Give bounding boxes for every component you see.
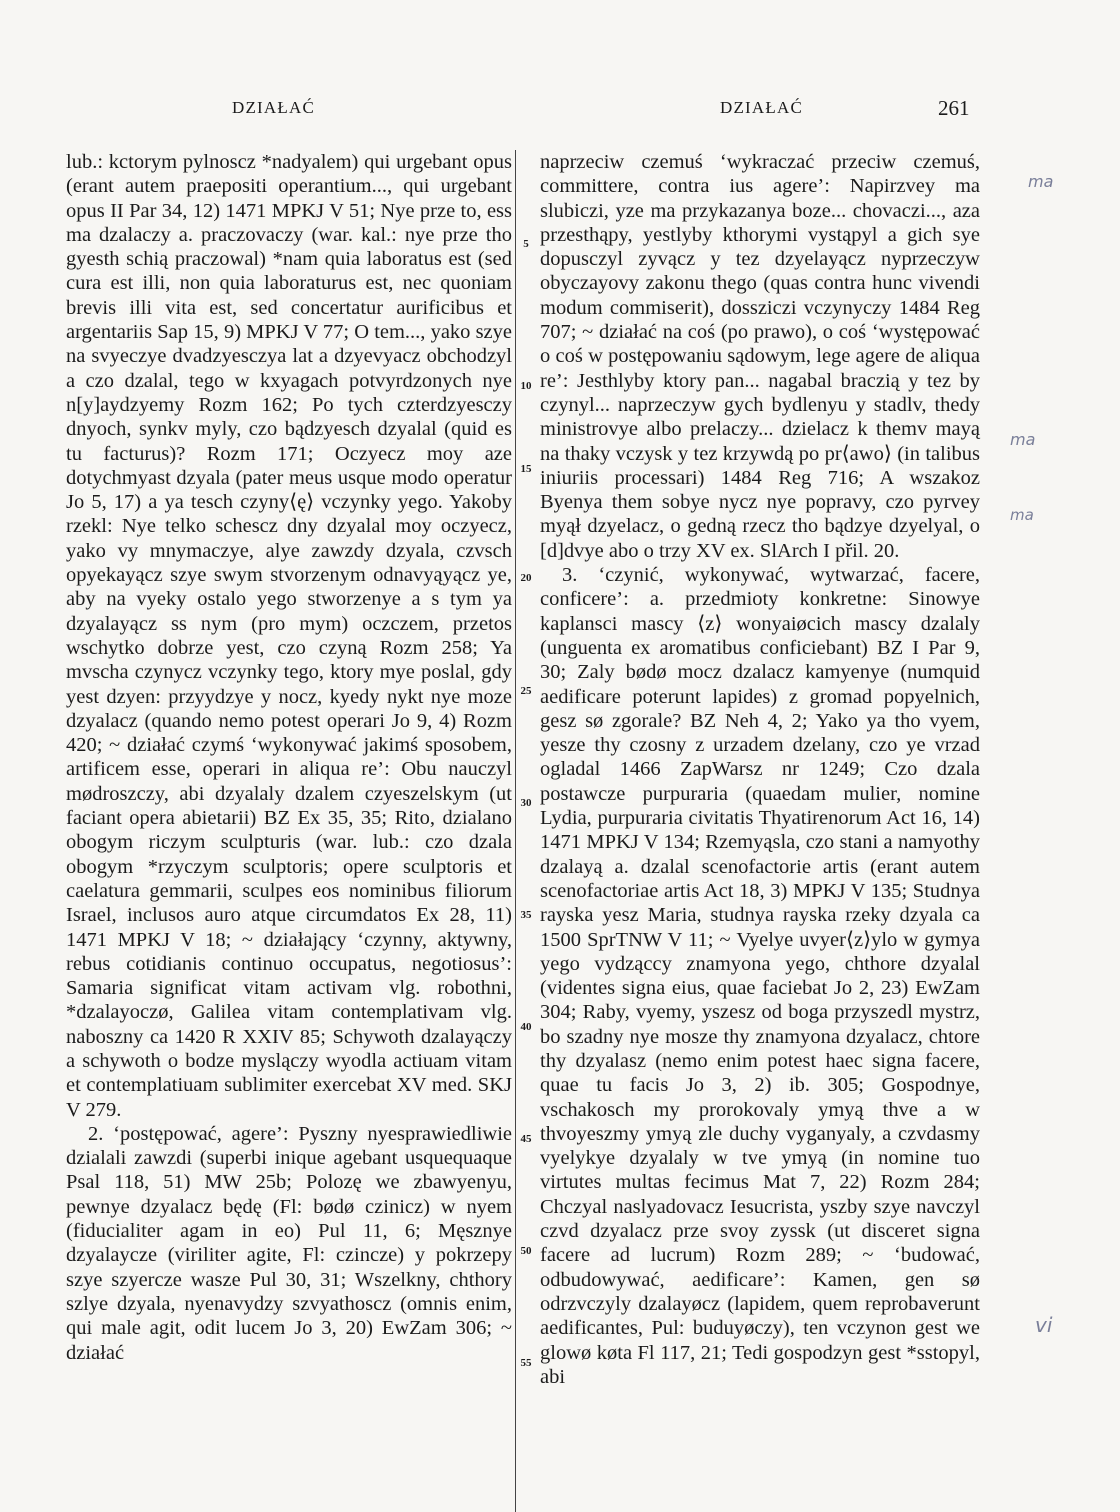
line-number-25: 25 <box>520 685 532 697</box>
line-number-55: 55 <box>520 1357 532 1369</box>
line-number-20: 20 <box>520 572 532 584</box>
line-number-10: 10 <box>520 380 532 392</box>
page-number: 261 <box>938 96 970 120</box>
column-divider <box>515 150 516 1512</box>
right-paragraph-2: 3. ‘czynić, wykonywać, wytwarzać, facere, conficere’: a. przedmioty konkretne: Sinowye kaplansci mascy ⟨z⟩ wonyaiøcich mascy dzalaly (unguenta ex aromatibus conficiebant) BZ I Par 9, 30; Zaly bødø mocz dzalacz kamyenye (numquid aedificare poterunt lapides) z gromad popyelnich, gesz sø zgorale? BZ Neh 4, 2; Yako ya tho vyem, yesze thy czosny z urzadem dzelany, czo ye vrzad ogladal 1466 ZapWarsz nr 1249; Czo dzala postawcze purpuraria (quaedam mulier, nomine Lydia, purpuraria civitatis Thyatirenorum Act 16, 14) 1471 MPKJ V 134; Rzemyąsla, czo stani a namyothy dzalayą a. dzalal scenofactorie artis (erant autem scenofactoriae artis Act 18, 3) MPKJ V 135; Studnya rayska yesz Maria, studnya rayska rzeky dzyala ca 1500 SprTNW V 11; ~ Vyelye uvyer⟨z⟩ylo w gymya yego vydząccy znamyona yego, chthore dzyalal (videntes signa eius, quae faciebat Jo 2, 23) EwZam 304; Raby, vyemy, yszesz od boga przyszedl mystrz, bo szadny nye mosze thy znamyona dzyalacz, chtore thy dzyalasz (nemo enim potest haec signa facere, quae tu facis Jo 3, 2) ib. 305; Gospodnye, vschakosch my prorokovaly ymyą thve a w thvoyeszmy ymyą zle duchy vyganyaly, a czvdasmy vyelykye dzyalaly w tve ymyą (in nomine tuo virtutes multas fecimus Mat 7, 22) Rozm 284; Chczyal naslyadovacz Iesucrista, yszby szye navczyl czvd dzyalacz prze svoy zyssk (ut disceret signa facere ad lucrum) Rozm 289; ~ ‘budować, odbudowywać, aedificare’: Kamen, gen sø odrzvczyly dzalayøcz (lapidem, quem reprobaverunt aedificantes, Pul: buduyøczy), ten vczynon gest we glowø køta Fl 117, 21; Tedi gospodzyn gest *sstopyl, abi <box>540 564 980 1388</box>
left-paragraph-1: lub.: kctorym pylnoscz *nadyalem) qui urgebant opus (erant autem praepositi operantium..., qui urgebant opus II Par 34, 12) 1471 MPKJ V 51; Nye prze to, ess ma dzalaczy a. praczovaczy (war. kal.: nye prze tho gyesth schią praczowal) *nam quia laboratus est (sed cura est illi, non quia laboraturus est, nec quoniam brevis illi vita est, sed concertatur aurificibus et argentariis Sap 15, 9) MPKJ V 77; O tem..., yako szye na svyeczye dvadzyesczya lat a dzyevyacz obchodzyl a czo dzalal, tego w kxyagach potvyrdzonych nye n[y]aydzyemy Rozm 162; Po tych czterdzyesczy dnyoch, synkv myly, czo bądzyesch dzyalal (quid es tu facturus)? Rozm 171; Oczyecz moy aze dotychmyast dzyala (pater meus usque modo operatur Jo 5, 17) a ya tesch czyny⟨ę⟩ vczynky yego. Yakoby rzekl: Nye telko schescz dny dzyalal moy oczyecz, yako vy mnymaczye, alye zawzdy dzyala, czvsch opyekayącz szye swym stvorzenym odnavyąyącz ye, aby na vyeky ostalo yego stworzenye a s tym ya dzyalayącz ss nym (pro mym) oczczem, przetos wschytko dobrze yest, czo czyną Rozm 258; Ya mvscha czynycz vczynky tego, ktory mye poslal, gdy yest dzyen: przyydzye y nocz, kyedy nykt nye moze dzyalacz (quando nemo potest operari Jo 9, 4) Rozm 420; ~ działać czymś ‘wykonywać jakimś sposobem, artificem esse, operari in aliqua re’: Obu nauczyl mødroszczy, abi dzyalaly dzalem czyeszelskym (ut faciant opera abietarii) BZ Ex 35, 35; Rito, dzialano obogym riczym sculpturis (war. lub.: czo dzala obogym *rzyczym sculptoris; opere sculptoris et caelatura gemmarii, sculpes eos nominibus filiorum Israel, inclusos auro atque circumdatos Ex 28, 11) 1471 MPKJ V 18; ~ działający ‘czynny, aktywny, rebus cotidianis continuo occupatus, negotiosus’: Samaria significat vitam activam vlg. robothni, *dzalayoczø, Galilea vitam contemplativam vlg. naboszny ca 1420 R XXIV 85; Schywoth dzalayączy a schywoth o bodze myslączy wyodla actiuam vitam et contemplatiuam sublimiter exercebat XV med. SKJ V 279. <box>66 151 512 1121</box>
line-number-45: 45 <box>520 1133 532 1145</box>
line-number-15: 15 <box>520 463 532 475</box>
right-paragraph-1: naprzeciw czemuś ‘wykraczać przeciw czemuś, committere, contra ius agere’: Napirzvey ma slubiczi, yze ma przykazanya boze... chovaczi..., aza przesthąpy, yestlyby kthorymi vystąpyl a gich sye dopusczyl zyvącz y tez dzyelayącz nyprzeczyw obyczayovy zakonu thego (quas contra hunc vivendi modum commiserit), dossziczi vczynyczy 1484 Reg 707; ~ działać na coś (po prawo), o coś ‘występować o coś w postępowaniu sądowym, lege agere de aliqua re’: Jesthlyby ktory pan... nagabal braczią y tez by czynyl... naprzeczyw gych bydlenyu y stadlv, thedy ministrovye albo prelaczy... dzielacz k themv mayą na thaky vczysk y tez krzywdą po pr⟨awo⟩ (in talibus iniuriis processari) 1484 Reg 716; A wszakoz Byenya them sobye nycz nye popravy, czo pyrvey myął dzyelacz, o gedną rzecz tho bądzye dzyelyal, o [d]dvye abo o trzy XV ex. SlArch I přil. 20. <box>540 151 980 562</box>
right-column <box>540 150 980 1389</box>
line-number-40: 40 <box>520 1021 532 1033</box>
margin-note-4: vi <box>1035 1313 1053 1337</box>
running-head-left: DZIAŁAĆ <box>232 98 315 117</box>
margin-note-1: ma <box>1028 172 1054 191</box>
left-column <box>66 150 512 1365</box>
running-head-right: DZIAŁAĆ <box>720 98 803 117</box>
line-number-35: 35 <box>520 909 532 921</box>
left-paragraph-2: 2. ‘postępować, agere’: Pyszny nyesprawiedliwie dzialali zawzdi (superbi inique agebant usquequaque Psal 118, 51) MW 25b; Polozę we zbawyenyu, pewnye dzyalacz będę (Fl: bødø czinicz) w nyem (fiducialiter agam in eo) Pul 11, 6; Męsznye dzyalaycze (viriliter agite, Fl: czincze) y pokrzepy szye szyercze wasze Pul 30, 31; Wszelkny, chthory szlye dzyala, nyenavydzy szvyathoscz (omnis enim, qui male agit, odit lucem Jo 3, 20) EwZam 306; ~ działać <box>66 1122 512 1364</box>
margin-note-2: ma <box>1010 430 1036 449</box>
line-number-30: 30 <box>520 797 532 809</box>
line-number-50: 50 <box>520 1245 532 1257</box>
line-number-5: 5 <box>523 238 529 250</box>
margin-note-3: ma <box>1010 506 1034 524</box>
